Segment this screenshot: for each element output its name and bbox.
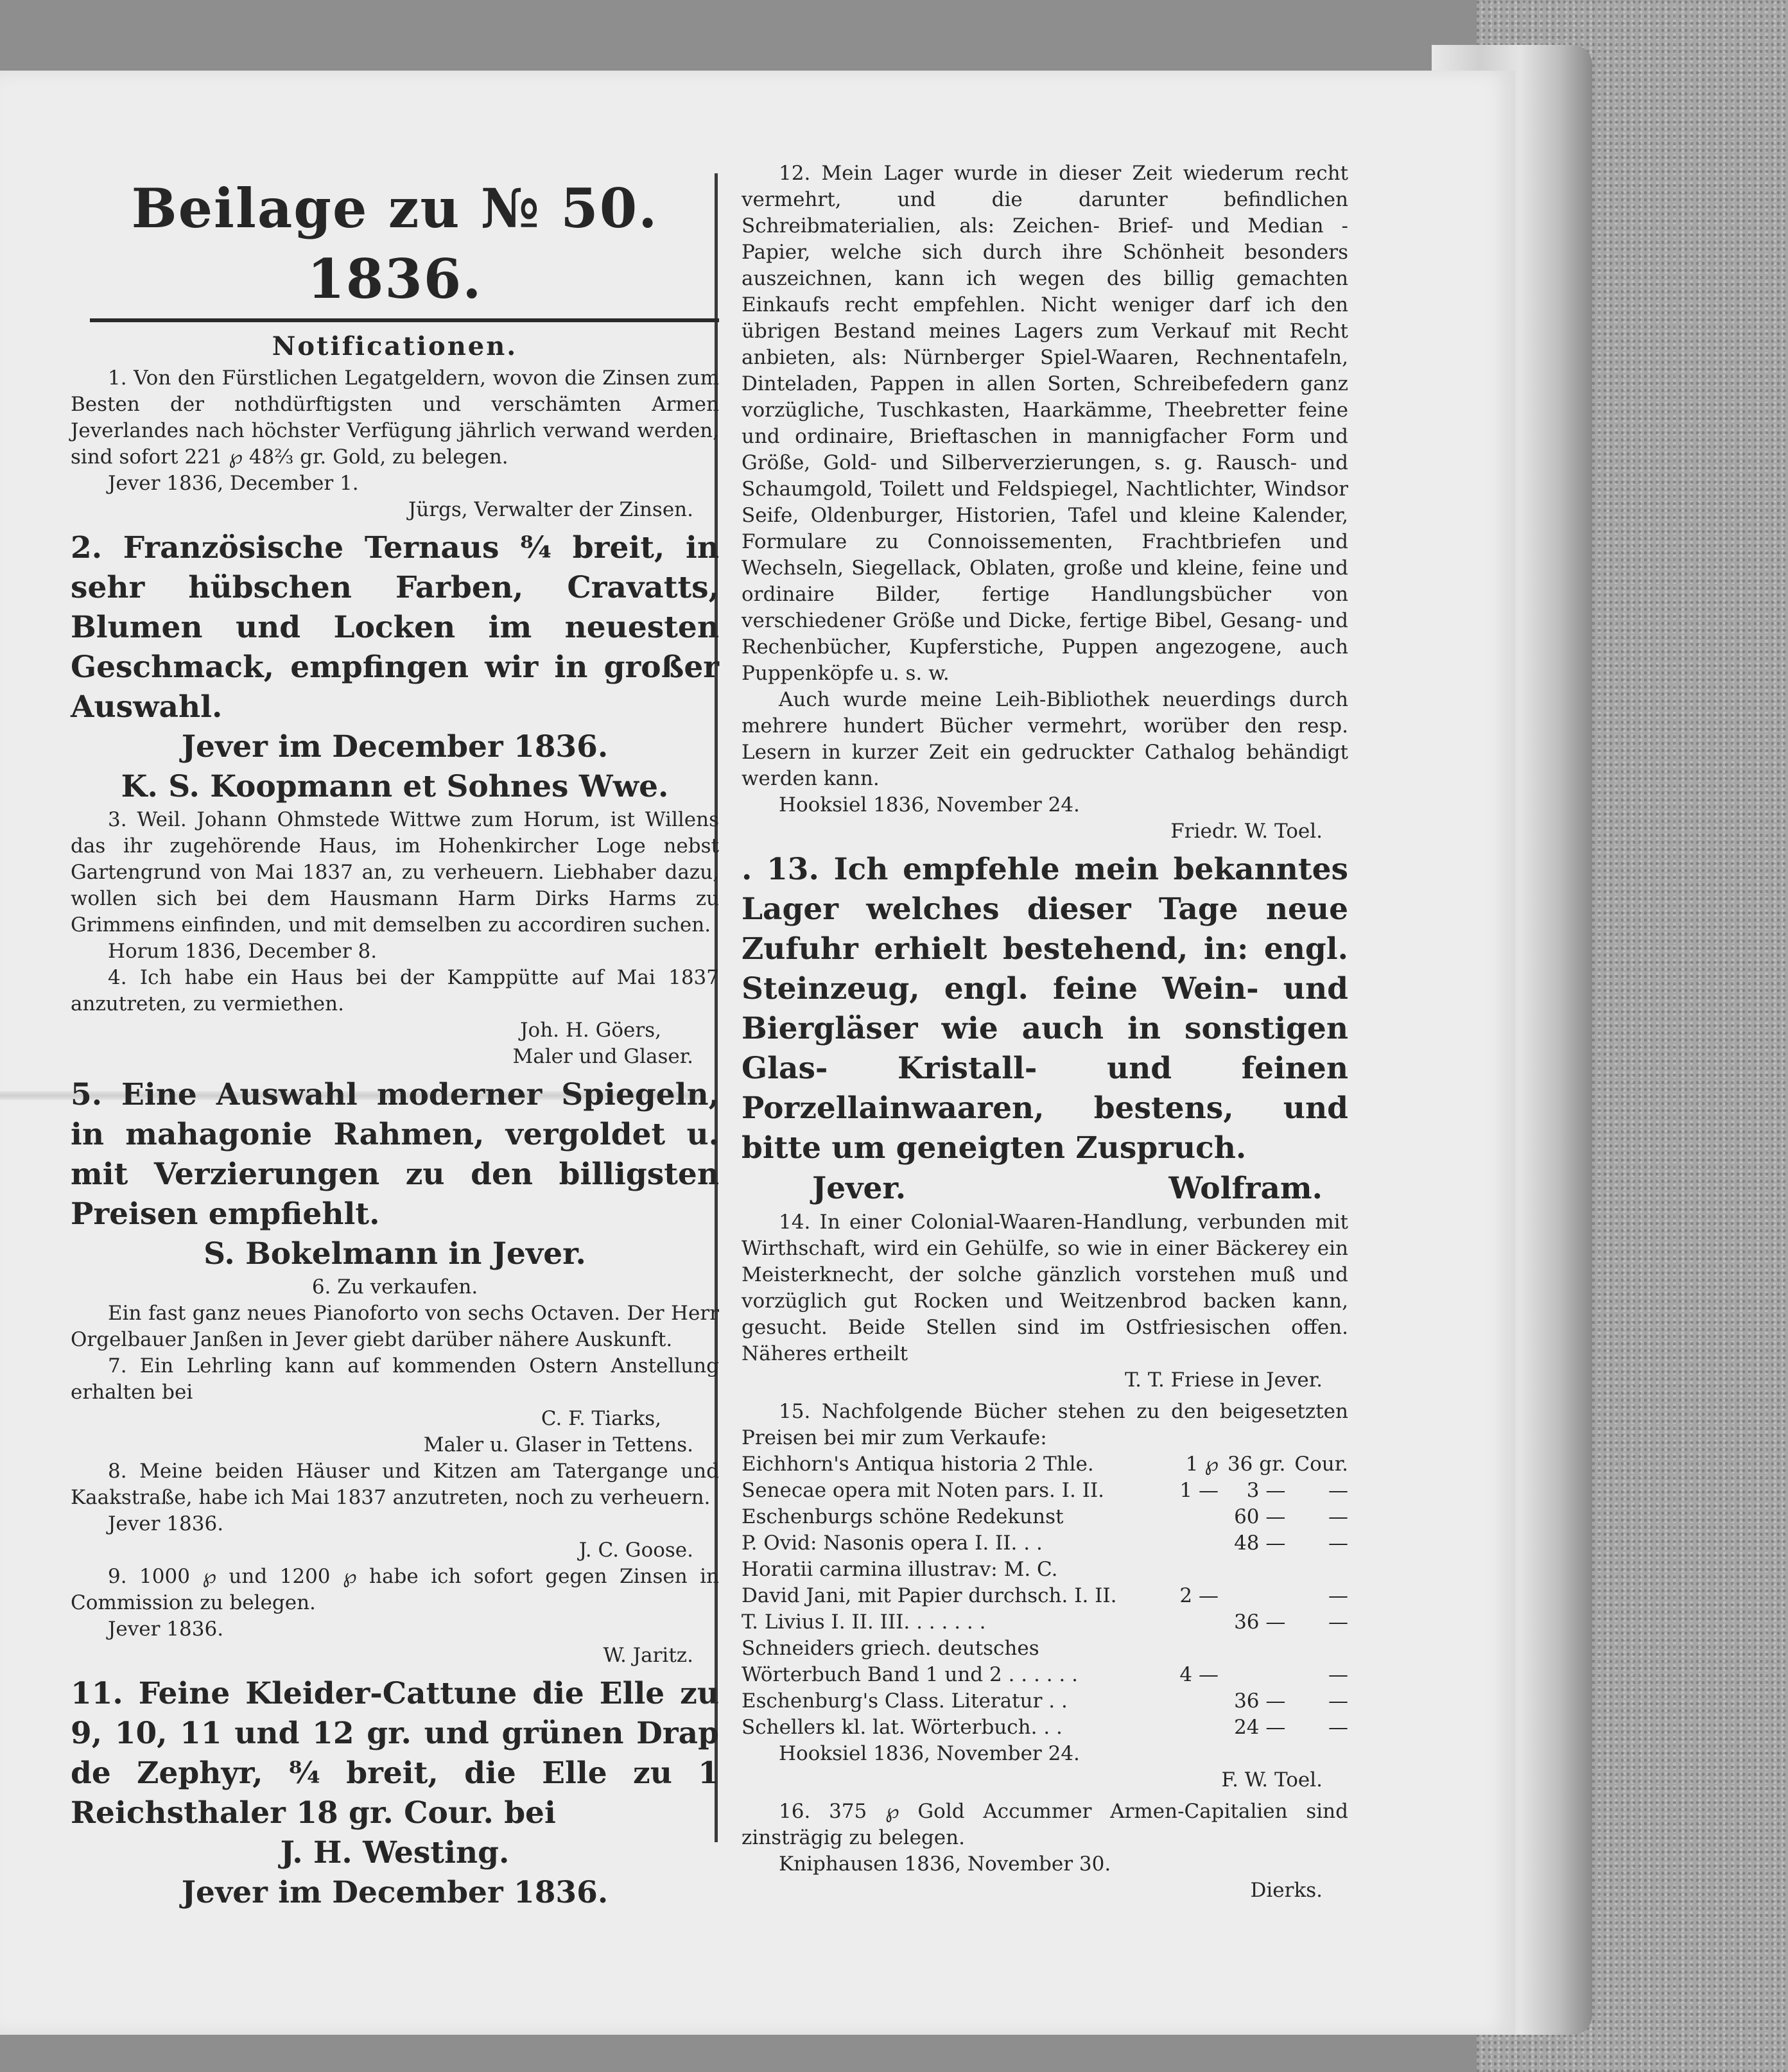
price-thaler: 4 — bbox=[1179, 1663, 1219, 1686]
notice-16: 16. 375 ℘ Gold Accummer Armen-Capitalien sind zinsträgig zu belegen. bbox=[742, 1800, 1348, 1849]
notice-4-signature-name: Joh. H. Göers, bbox=[520, 1019, 661, 1042]
book-row bbox=[742, 1636, 1348, 1688]
price-thaler bbox=[1165, 1714, 1219, 1741]
notice-8: 8. Meine beiden Häuser und Kitzen am Tatergange und Kaakstraße, habe ich Mai 1837 anzutreten, noch zu verheuern. bbox=[71, 1460, 719, 1509]
price-groschen: 24 — bbox=[1234, 1716, 1286, 1739]
notice-9: 9. 1000 ℘ und 1200 ℘ habe ich sofort gegen Zinsen in Commission zu belegen. bbox=[71, 1565, 719, 1614]
notice-15: 15. Nachfolgende Bücher stehen zu den beigesetzten Preisen bei mir zum Verkaufe: bbox=[742, 1400, 1348, 1449]
price-thaler bbox=[1165, 1557, 1219, 1583]
price-groschen: 36 — bbox=[1234, 1610, 1286, 1634]
book-price-list bbox=[742, 1451, 1348, 1741]
price-currency: — bbox=[1328, 1505, 1348, 1528]
notice-2-signature: K. S. Koopmann et Sohnes Wwe. bbox=[121, 769, 669, 804]
price-groschen: 48 — bbox=[1234, 1532, 1286, 1555]
notice-1: 1. Von den Fürstlichen Legatgeldern, wovon die Zinsen zum Besten der nothdürftigsten und verschämten Armen Jeverlandes nach höchster Verfügung jährlich verwand werden, sind sofort 221 ℘ 48⅔ gr. Gold, zu belegen. bbox=[71, 367, 719, 469]
notice-12-library: Auch wurde meine Leih-Bibliothek neuerdings durch mehrere hundert Bücher vermehrt, worüber den resp. Lesern in kurzer Zeit ein gedruckter Cathalog behändigt werden kann. bbox=[742, 688, 1348, 790]
book-title: Eschenburg's Class. Literatur . . bbox=[742, 1689, 1068, 1713]
book-row bbox=[742, 1688, 1348, 1714]
masthead-rule bbox=[90, 318, 719, 322]
notice-11-place: Jever im December 1836. bbox=[181, 1875, 609, 1910]
price-currency: — bbox=[1328, 1584, 1348, 1607]
book-title: David Jani, mit Papier durchsch. I. II. bbox=[742, 1584, 1117, 1607]
notice-2-place: Jever im December 1836. bbox=[181, 729, 609, 764]
section-title: Notificationen. bbox=[272, 331, 518, 361]
book-title: Schellers kl. lat. Wörterbuch. . . bbox=[742, 1716, 1063, 1739]
book-title: Eichhorn's Antiqua historia 2 Thle. bbox=[742, 1453, 1094, 1476]
price-groschen: 36 — bbox=[1234, 1689, 1286, 1713]
notice-1-signature: Jürgs, Verwalter der Zinsen. bbox=[408, 498, 693, 521]
book-row bbox=[742, 1557, 1348, 1583]
notice-6-heading: 6. Zu verkaufen. bbox=[311, 1275, 478, 1299]
price-groschen: 3 — bbox=[1246, 1479, 1286, 1502]
notice-15-signature: F. W. Toel. bbox=[1221, 1768, 1323, 1791]
price-currency: — bbox=[1328, 1532, 1348, 1555]
price-groschen bbox=[1219, 1636, 1285, 1688]
price-thaler bbox=[1165, 1530, 1219, 1557]
notice-7-signature-name: C. F. Tiarks, bbox=[541, 1407, 661, 1430]
notice-16-place: Kniphausen 1836, November 30. bbox=[779, 1852, 1111, 1876]
book-row bbox=[742, 1478, 1348, 1504]
right-column bbox=[742, 160, 1348, 1904]
price-currency: — bbox=[1328, 1479, 1348, 1502]
book-row bbox=[742, 1714, 1348, 1741]
notice-11-signature: J. H. Westing. bbox=[280, 1835, 510, 1870]
price-groschen bbox=[1219, 1583, 1285, 1609]
notice-7-signature-role: Maler u. Glaser in Tettens. bbox=[423, 1433, 693, 1456]
price-currency: — bbox=[1328, 1689, 1348, 1713]
left-column bbox=[71, 160, 719, 1913]
notice-13: . 13. Ich empfehle mein bekanntes Lager welches dieser Tage neue Zufuhr erhielt bestehend, in: engl. Steinzeug, engl. feine Wein- und Biergläser wie auch in sonstigen Glas- Kristall- und feinen Porzellainwaaren, bestens, und bitte um geneigten Zuspruch. bbox=[742, 852, 1348, 1166]
book-row bbox=[742, 1609, 1348, 1636]
notice-16-signature: Dierks. bbox=[1250, 1879, 1323, 1902]
notice-9-place: Jever 1836. bbox=[108, 1618, 224, 1641]
price-groschen: 36 gr. bbox=[1227, 1453, 1286, 1476]
notice-4-signature-role: Maler und Glaser. bbox=[512, 1045, 693, 1068]
price-thaler: 1 — bbox=[1179, 1479, 1219, 1502]
book-row bbox=[742, 1530, 1348, 1557]
masthead: Beilage zu № 50. 1836. bbox=[131, 177, 659, 311]
price-thaler bbox=[1165, 1609, 1219, 1636]
notice-13-footer bbox=[742, 1168, 1348, 1209]
notice-4: 4. Ich habe ein Haus bei der Kamppütte auf Mai 1837 anzutreten, zu vermiethen. bbox=[71, 966, 719, 1015]
notice-8-signature: J. C. Goose. bbox=[578, 1539, 693, 1562]
price-currency: — bbox=[1328, 1610, 1348, 1634]
notice-12: 12. Mein Lager wurde in dieser Zeit wiederum recht vermehrt, und die darunter befindlichen Schreibmaterialien, als: Zeichen- Brief- und Median - Papier, welche sich durch ihre Schönheit besonders auszeichnen, kann ich wegen des billig gemachten Einkaufs recht empfehlen. Nicht weniger darf ich den übrigen Bestand meines Lagers zum Verkauf mit Recht anbieten, als: Nürnberger Spiel-Waaren, Rechnentafeln, Dinteladen, Pappen in allen Sorten, Schreibefedern ganz vorzügliche, Tuschkasten, Haarkämme, Theebretter feine und ordinaire, Brieftaschen in mannigfacher Form und Größe, Gold- und Silberverzierungen, s. g. Rausch- und Schaumgold, Toilett und Feldspiegel, Nachtlichter, Windsor Seife, Oldenburger, Historien, Tafel und kleine Kalender, Formulare zu Connoissementen, Frachtbriefen und Wechseln, Siegellack, Oblaten, große und kleine, feine und ordinaire Bilder, fertige Handlungsbücher von verschiedener Größe und Dicke, fertige Bibel, Gesang- und Rechenbücher, Kupferstiche, Puppen angezogene, auch Puppenköpfe u. s. w. bbox=[742, 162, 1348, 685]
price-thaler: 1 ℘ bbox=[1185, 1453, 1219, 1476]
notice-8-place: Jever 1836. bbox=[108, 1512, 224, 1535]
price-groschen bbox=[1219, 1557, 1285, 1583]
notice-15-place: Hooksiel 1836, November 24. bbox=[779, 1742, 1080, 1765]
price-thaler bbox=[1165, 1688, 1219, 1714]
price-thaler: 2 — bbox=[1179, 1584, 1219, 1607]
notice-14: 14. In einer Colonial-Waaren-Handlung, verbunden mit Wirthschaft, wird ein Gehülfe, so wie in einer Bäckerey ein Meisterknecht, der solche gänzlich vorstehen muß und vorzüglich gut Rocken und Weitzenbrod backen kann, gesucht. Beide Stellen sind im Ostfriesischen offen. Näheres ertheilt bbox=[742, 1211, 1348, 1365]
notice-3-place: Horum 1836, December 8. bbox=[108, 940, 378, 963]
price-thaler bbox=[1165, 1504, 1219, 1530]
notice-1-place: Jever 1836, December 1. bbox=[108, 472, 359, 495]
book-title: T. Livius I. II. III. . . . . . . bbox=[742, 1610, 986, 1634]
notice-12-place: Hooksiel 1836, November 24. bbox=[779, 793, 1080, 816]
book-row bbox=[742, 1451, 1348, 1478]
notice-5: 5. Eine Auswahl moderner Spiegeln, in mahagonie Rahmen, vergoldet u. mit Verzierungen zu den billigsten Preisen empfiehlt. bbox=[71, 1077, 719, 1232]
book-row bbox=[742, 1583, 1348, 1609]
notice-6: Ein fast ganz neues Pianoforto von sechs Octaven. Der Herr Orgelbauer Janßen in Jever giebt darüber nähere Auskunft. bbox=[71, 1302, 719, 1351]
notice-11: 11. Feine Kleider-Cattune die Elle zu 9, 10, 11 und 12 gr. und grünen Drap de Zephyr, ⁸⁄₄ breit, die Elle zu 1 Reichsthaler 18 gr. Cour. bei bbox=[71, 1676, 719, 1831]
book-title: P. Ovid: Nasonis opera I. II. . . bbox=[742, 1532, 1043, 1555]
price-currency: Cour. bbox=[1294, 1453, 1348, 1476]
book-title: Senecae opera mit Noten pars. I. II. bbox=[742, 1479, 1105, 1502]
notice-13-place: Jever. bbox=[812, 1171, 907, 1206]
book-title: Schneiders griech. deutsches Wörterbuch Band 1 und 2 . . . . . . bbox=[742, 1637, 1078, 1686]
notice-14-signature: T. T. Friese in Jever. bbox=[1125, 1368, 1323, 1392]
price-currency: — bbox=[1328, 1716, 1348, 1739]
notice-2: 2. Französische Ternaus ⁸⁄₄ breit, in sehr hübschen Farben, Cravatts, Blumen und Locken im neuesten Geschmack, empfingen wir in großer Auswahl. bbox=[71, 530, 719, 725]
notice-3: 3. Weil. Johann Ohmstede Wittwe zum Horum, ist Willens das ihr zugehörende Haus, im Hohenkircher Loge nebst Gartengrund von Mai 1837 an, zu verheuern. Liebhaber dazu, wollen sich bei dem Hausmann Harm Dirks Harms zu Grimmens einfinden, und mit demselben zu accordiren suchen. bbox=[71, 808, 719, 937]
notice-13-signature: Wolfram. bbox=[1168, 1171, 1323, 1206]
book-title: Horatii carmina illustrav: M. C. bbox=[742, 1558, 1058, 1581]
notice-12-signature: Friedr. W. Toel. bbox=[1170, 820, 1323, 843]
notice-9-signature: W. Jaritz. bbox=[603, 1644, 693, 1667]
price-currency bbox=[1285, 1557, 1348, 1583]
price-groschen: 60 — bbox=[1234, 1505, 1286, 1528]
notice-5-signature: S. Bokelmann in Jever. bbox=[204, 1236, 586, 1272]
book-row bbox=[742, 1504, 1348, 1530]
book-title: Eschenburgs schöne Redekunst bbox=[742, 1505, 1064, 1528]
price-currency: — bbox=[1328, 1663, 1348, 1686]
notice-7: 7. Ein Lehrling kann auf kommenden Ostern Anstellung erhalten bei bbox=[71, 1354, 719, 1404]
